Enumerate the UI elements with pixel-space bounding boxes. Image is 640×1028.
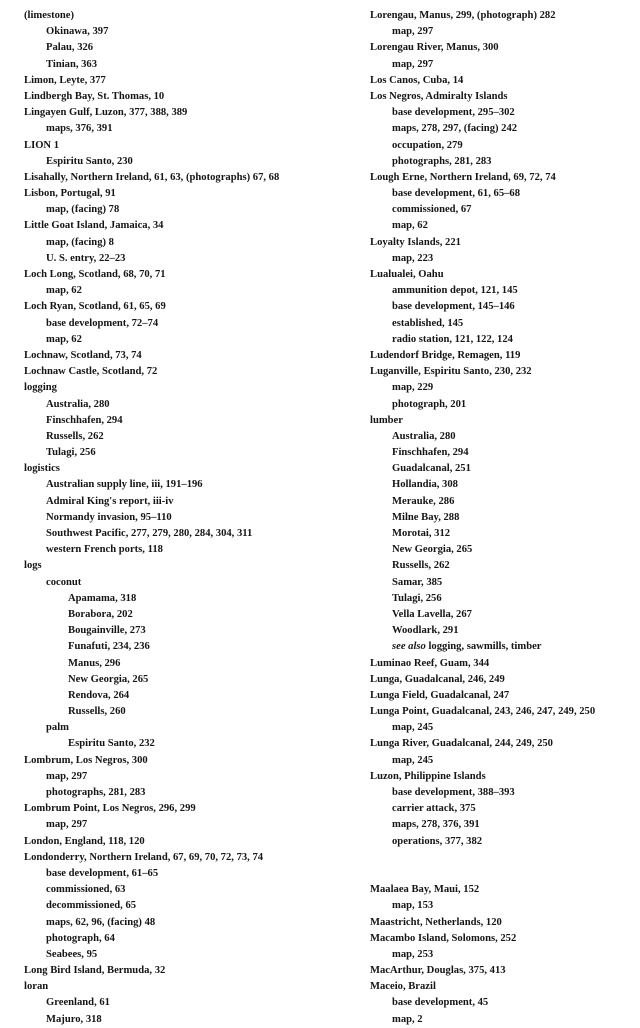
entry-text: Loyalty Islands, 221 xyxy=(370,236,461,248)
index-subentry xyxy=(24,866,360,882)
entry-text: logistics xyxy=(24,463,60,475)
entry-text: Lunga Field, Guadalcanal, 247 xyxy=(370,689,510,701)
entry-text: New Georgia, 265 xyxy=(392,544,473,556)
entry-text: Tulagi, 256 xyxy=(46,447,96,459)
entry-text: logs xyxy=(24,560,42,572)
index-entry xyxy=(24,801,360,817)
index-subentry xyxy=(370,947,632,963)
index-subentry xyxy=(24,736,360,752)
entry-text: Maastricht, Netherlands, 120 xyxy=(370,916,502,928)
index-subentry xyxy=(370,445,632,461)
index-subentry xyxy=(370,494,632,510)
entry-text: Lisahally, Northern Ireland, 61, 63, (photographs) 67, 68 xyxy=(24,171,280,183)
index-subentry xyxy=(370,218,632,234)
entry-text: Lough Erne, Northern Ireland, 69, 72, 74 xyxy=(370,171,556,183)
entry-text: decommissioned, 65 xyxy=(46,900,137,912)
entry-text: Espiritu Santo, 230 xyxy=(46,155,133,167)
entry-text: established, 145 xyxy=(392,317,464,329)
index-entry xyxy=(370,931,632,947)
index-subentry xyxy=(370,251,632,267)
index-subentry xyxy=(370,461,632,477)
entry-text: Londonderry, Northern Ireland, 67, 69, 70, 72, 73, 74 xyxy=(24,851,264,863)
index-subentry xyxy=(24,316,360,332)
index-subentry xyxy=(370,202,632,218)
entry-text: Funafuti, 234, 236 xyxy=(68,641,150,653)
index-entry xyxy=(370,672,632,688)
entry-text: loran xyxy=(24,981,49,993)
entry-text: London, England, 118, 120 xyxy=(24,835,145,847)
index-entry xyxy=(370,688,632,704)
index-subentry xyxy=(24,931,360,947)
index-entry xyxy=(370,915,632,931)
index-entry xyxy=(370,89,632,105)
index-subentry xyxy=(24,397,360,413)
entry-text: Palau, 326 xyxy=(46,42,94,54)
index-entry xyxy=(24,8,360,24)
index-subentry xyxy=(370,154,632,170)
index-subentry xyxy=(370,1012,632,1028)
index-entry xyxy=(24,380,360,396)
index-subentry xyxy=(24,575,360,591)
index-subentry xyxy=(24,995,360,1011)
index-entry xyxy=(370,235,632,251)
entry-text: Australia, 280 xyxy=(392,430,456,442)
index-subentry xyxy=(24,915,360,931)
index-subentry xyxy=(24,720,360,736)
entry-text: map, 62 xyxy=(46,285,82,297)
entry-text: Seabees, 95 xyxy=(46,948,98,960)
index-subentry xyxy=(24,57,360,73)
index-subentry xyxy=(24,656,360,672)
entry-text: Lualualei, Oahu xyxy=(370,269,444,280)
entry-text: Woodlark, 291 xyxy=(392,625,459,637)
index-entry xyxy=(370,8,632,24)
entry-text: Bougainville, 273 xyxy=(68,625,146,637)
entry-text: photograph, 64 xyxy=(46,932,115,944)
entry-text: Southwest Pacific, 277, 279, 280, 284, 304, 311 xyxy=(46,528,253,539)
entry-text: commissioned, 63 xyxy=(46,884,126,896)
entry-text: base development, 295–302 xyxy=(392,107,515,119)
entry-text: Lorengau, Manus, 299, (photograph) 282 xyxy=(370,10,556,21)
index-entry xyxy=(24,170,360,186)
entry-text: Los Negros, Admiralty Islands xyxy=(370,90,508,102)
entry-text: Luminao Reef, Guam, 344 xyxy=(370,657,490,669)
entry-text: Lochnaw, Scotland, 73, 74 xyxy=(24,349,142,361)
entry-text: Samar, 385 xyxy=(392,576,443,588)
index-entry xyxy=(370,170,632,186)
entry-text: Ludendorf Bridge, Remagen, 119 xyxy=(370,349,521,361)
index-entry xyxy=(370,736,632,752)
entry-text: Luganville, Espiritu Santo, 230, 232 xyxy=(370,366,532,378)
entry-text: map, 62 xyxy=(46,333,82,345)
index-subentry xyxy=(24,429,360,445)
index-entry xyxy=(24,186,360,202)
entry-text: map, 223 xyxy=(392,252,434,264)
blank-line xyxy=(370,866,632,882)
index-subentry xyxy=(370,332,632,348)
index-subentry xyxy=(370,429,632,445)
index-column-left xyxy=(24,8,360,1028)
entry-text: map, 297 xyxy=(46,819,88,831)
entry-text: coconut xyxy=(46,576,82,588)
entry-text: Russells, 260 xyxy=(68,706,126,718)
index-subentry xyxy=(370,995,632,1011)
index-subentry xyxy=(370,834,632,850)
entry-text: map, 245 xyxy=(392,722,434,734)
entry-text: Luzon, Philippine Islands xyxy=(370,770,486,782)
index-subentry xyxy=(370,397,632,413)
index-entry xyxy=(24,461,360,477)
entry-text: (limestone) xyxy=(24,10,75,21)
blank-line xyxy=(370,850,632,866)
entry-text: Maceio, Brazil xyxy=(370,981,436,993)
index-subentry xyxy=(370,121,632,137)
index-subentry xyxy=(24,898,360,914)
entry-text: Lisbon, Portugal, 91 xyxy=(24,188,116,200)
entry-text: maps, 278, 376, 391 xyxy=(392,819,480,831)
index-entry xyxy=(370,882,632,898)
index-entry xyxy=(24,267,360,283)
entry-text: map, 297 xyxy=(392,26,434,38)
entry-text: Los Canos, Cuba, 14 xyxy=(370,74,464,86)
entry-text: map, 62 xyxy=(392,220,428,232)
index-entry xyxy=(24,963,360,979)
index-subentry xyxy=(24,477,360,493)
index-subentry xyxy=(370,785,632,801)
index-subentry xyxy=(370,817,632,833)
index-subentry xyxy=(24,623,360,639)
index-entry xyxy=(370,656,632,672)
index-entry xyxy=(370,413,632,429)
entry-text: base development, 72–74 xyxy=(46,317,159,329)
entry-text: Macambo Island, Solomons, 252 xyxy=(370,932,517,944)
index-subentry xyxy=(24,24,360,40)
entry-text: Lindbergh Bay, St. Thomas, 10 xyxy=(24,90,165,102)
index-entry xyxy=(24,89,360,105)
index-subentry xyxy=(370,575,632,591)
entry-text: U. S. entry, 22–23 xyxy=(46,252,126,264)
index-subentry xyxy=(24,332,360,348)
entry-text: Russells, 262 xyxy=(392,560,450,572)
cross-reference-label: see also xyxy=(392,641,426,653)
entry-text: Loch Ryan, Scotland, 61, 65, 69 xyxy=(24,301,166,313)
entry-text: Lorengau River, Manus, 300 xyxy=(370,42,499,54)
entry-text: map, 253 xyxy=(392,948,434,960)
index-entry xyxy=(24,348,360,364)
entry-text: ammunition depot, 121, 145 xyxy=(392,285,518,297)
index-subentry xyxy=(24,769,360,785)
index-entry xyxy=(24,218,360,234)
index-subentry xyxy=(370,720,632,736)
entry-text: Limon, Leyte, 377 xyxy=(24,74,106,86)
entry-text: Rendova, 264 xyxy=(68,689,130,701)
index-entry xyxy=(24,834,360,850)
index-subentry xyxy=(370,138,632,154)
entry-text: Manus, 296 xyxy=(68,657,121,669)
entry-text: map, 297 xyxy=(46,770,88,782)
index-entry xyxy=(24,105,360,121)
entry-text: Tinian, 363 xyxy=(46,58,98,70)
index-entry xyxy=(370,704,632,720)
entry-text: occupation, 279 xyxy=(392,139,463,151)
entry-text: Guadalcanal, 251 xyxy=(392,463,471,475)
index-subentry xyxy=(370,283,632,299)
entry-text: maps, 62, 96, (facing) 48 xyxy=(46,916,156,928)
entry-text: Lunga River, Guadalcanal, 244, 249, 250 xyxy=(370,738,553,750)
entry-text: LION 1 xyxy=(24,139,60,151)
entry-text: map, 229 xyxy=(392,382,434,394)
entry-text: Borabora, 202 xyxy=(68,608,133,620)
index-entry xyxy=(370,364,632,380)
entry-text: maps, 376, 391 xyxy=(46,123,113,135)
index-subentry xyxy=(24,202,360,218)
entry-text: Admiral King's report, iii-iv xyxy=(46,495,174,507)
entry-text: Apamama, 318 xyxy=(68,592,137,604)
entry-text: Milne Bay, 288 xyxy=(392,511,460,523)
entry-text: Lombrum, Los Negros, 300 xyxy=(24,754,148,766)
entry-text: Merauke, 286 xyxy=(392,495,455,507)
entry-text: Greenland, 61 xyxy=(46,997,110,1009)
index-subentry xyxy=(24,607,360,623)
index-subentry xyxy=(370,639,632,655)
entry-text: base development, 45 xyxy=(392,997,489,1009)
index-subentry xyxy=(24,40,360,56)
entry-text: Australian supply line, iii, 191–196 xyxy=(46,479,203,491)
entry-text: palm xyxy=(46,722,69,734)
index-subentry xyxy=(24,591,360,607)
index-subentry xyxy=(24,445,360,461)
entry-text: base development, 61–65 xyxy=(46,867,159,879)
entry-text: Hollandia, 308 xyxy=(392,479,458,491)
index-subentry xyxy=(370,510,632,526)
entry-text: Lingayen Gulf, Luzon, 377, 388, 389 xyxy=(24,107,188,119)
entry-text: Espiritu Santo, 232 xyxy=(68,738,155,750)
index-entry xyxy=(370,73,632,89)
index-entry xyxy=(370,769,632,785)
entry-text: Finschhafen, 294 xyxy=(392,447,469,459)
entry-text: Russells, 262 xyxy=(46,430,104,442)
index-entry xyxy=(24,979,360,995)
entry-text: Morotai, 312 xyxy=(392,528,451,539)
entry-text: base development, 145–146 xyxy=(392,301,515,313)
index-subentry xyxy=(370,57,632,73)
index-subentry xyxy=(24,121,360,137)
index-subentry xyxy=(370,898,632,914)
entry-text: map, 297 xyxy=(392,58,434,70)
index-entry xyxy=(370,979,632,995)
index-subentry xyxy=(24,1012,360,1028)
entry-text: photograph, 201 xyxy=(392,398,467,410)
index-entry xyxy=(24,850,360,866)
index-subentry xyxy=(24,947,360,963)
index-subentry xyxy=(370,801,632,817)
entry-text: Long Bird Island, Bermuda, 32 xyxy=(24,965,166,977)
entry-text: Lunga, Guadalcanal, 246, 249 xyxy=(370,673,505,685)
index-entry xyxy=(370,40,632,56)
index-column-right xyxy=(370,8,632,1028)
index-entry xyxy=(24,138,360,154)
index-entry xyxy=(370,267,632,283)
index-subentry xyxy=(24,283,360,299)
entry-text: Lombrum Point, Los Negros, 296, 299 xyxy=(24,803,196,815)
index-subentry xyxy=(24,494,360,510)
entry-text: map, 2 xyxy=(392,1013,423,1025)
entry-text: Tulagi, 256 xyxy=(392,592,442,604)
entry-text: Maalaea Bay, Maui, 152 xyxy=(370,884,480,896)
entry-text: Little Goat Island, Jamaica, 34 xyxy=(24,220,164,232)
entry-text: Vella Lavella, 267 xyxy=(392,608,472,620)
entry-text: lumber xyxy=(370,414,403,426)
entry-text: Loch Long, Scotland, 68, 70, 71 xyxy=(24,269,166,280)
index-subentry xyxy=(24,785,360,801)
entry-text: Australia, 280 xyxy=(46,398,110,410)
index-subentry xyxy=(370,299,632,315)
entry-text: base development, 61, 65–68 xyxy=(392,188,521,200)
entry-text: base development, 388–393 xyxy=(392,787,515,798)
index-subentry xyxy=(370,105,632,121)
entry-text: map, 245 xyxy=(392,754,434,766)
index-entry xyxy=(24,299,360,315)
entry-text: Normandy invasion, 95–110 xyxy=(46,511,172,523)
entry-text: operations, 377, 382 xyxy=(392,835,483,847)
index-entry xyxy=(24,558,360,574)
entry-text: maps, 278, 297, (facing) 242 xyxy=(392,123,518,135)
index-subentry xyxy=(24,672,360,688)
index-subentry xyxy=(370,623,632,639)
entry-text: photographs, 281, 283 xyxy=(46,787,146,798)
entry-text: carrier attack, 375 xyxy=(392,803,476,815)
index-subentry xyxy=(370,591,632,607)
entry-text: Lochnaw Castle, Scotland, 72 xyxy=(24,366,158,378)
entry-text: Majuro, 318 xyxy=(46,1013,102,1025)
index-entry xyxy=(370,963,632,979)
index-subentry xyxy=(24,817,360,833)
index-subentry xyxy=(370,477,632,493)
index-subentry xyxy=(24,251,360,267)
index-subentry xyxy=(370,753,632,769)
index-subentry xyxy=(370,380,632,396)
index-subentry xyxy=(370,316,632,332)
entry-text: logging xyxy=(24,382,57,394)
entry-text: western French ports, 118 xyxy=(46,544,163,556)
index-subentry xyxy=(370,186,632,202)
index-subentry xyxy=(370,607,632,623)
entry-text: Lunga Point, Guadalcanal, 243, 246, 247, 249, 250 xyxy=(370,706,596,718)
entry-text: Okinawa, 397 xyxy=(46,26,109,38)
entry-text: commissioned, 67 xyxy=(392,204,472,216)
index-subentry xyxy=(24,542,360,558)
index-entry xyxy=(24,753,360,769)
index-subentry xyxy=(24,882,360,898)
entry-text: map, (facing) 8 xyxy=(46,236,114,248)
index-subentry xyxy=(370,542,632,558)
entry-text: logging, sawmills, timber xyxy=(425,641,542,653)
index-subentry xyxy=(24,639,360,655)
index-subentry xyxy=(24,526,360,542)
index-subentry xyxy=(24,510,360,526)
entry-text: New Georgia, 265 xyxy=(68,673,149,685)
index-subentry xyxy=(370,558,632,574)
index-subentry xyxy=(24,235,360,251)
entry-text: radio station, 121, 122, 124 xyxy=(392,333,513,345)
index-entry xyxy=(24,364,360,380)
index-subentry xyxy=(24,704,360,720)
entry-text: map, 153 xyxy=(392,900,434,912)
entry-text: map, (facing) 78 xyxy=(46,204,120,216)
index-subentry xyxy=(370,24,632,40)
index-subentry xyxy=(24,154,360,170)
index-entry xyxy=(24,73,360,89)
index-subentry xyxy=(370,526,632,542)
index-subentry xyxy=(24,413,360,429)
index-entry xyxy=(370,348,632,364)
entry-text: Finschhafen, 294 xyxy=(46,414,123,426)
entry-text: MacArthur, Douglas, 375, 413 xyxy=(370,965,506,977)
index-subentry xyxy=(24,688,360,704)
entry-text: photographs, 281, 283 xyxy=(392,155,492,167)
